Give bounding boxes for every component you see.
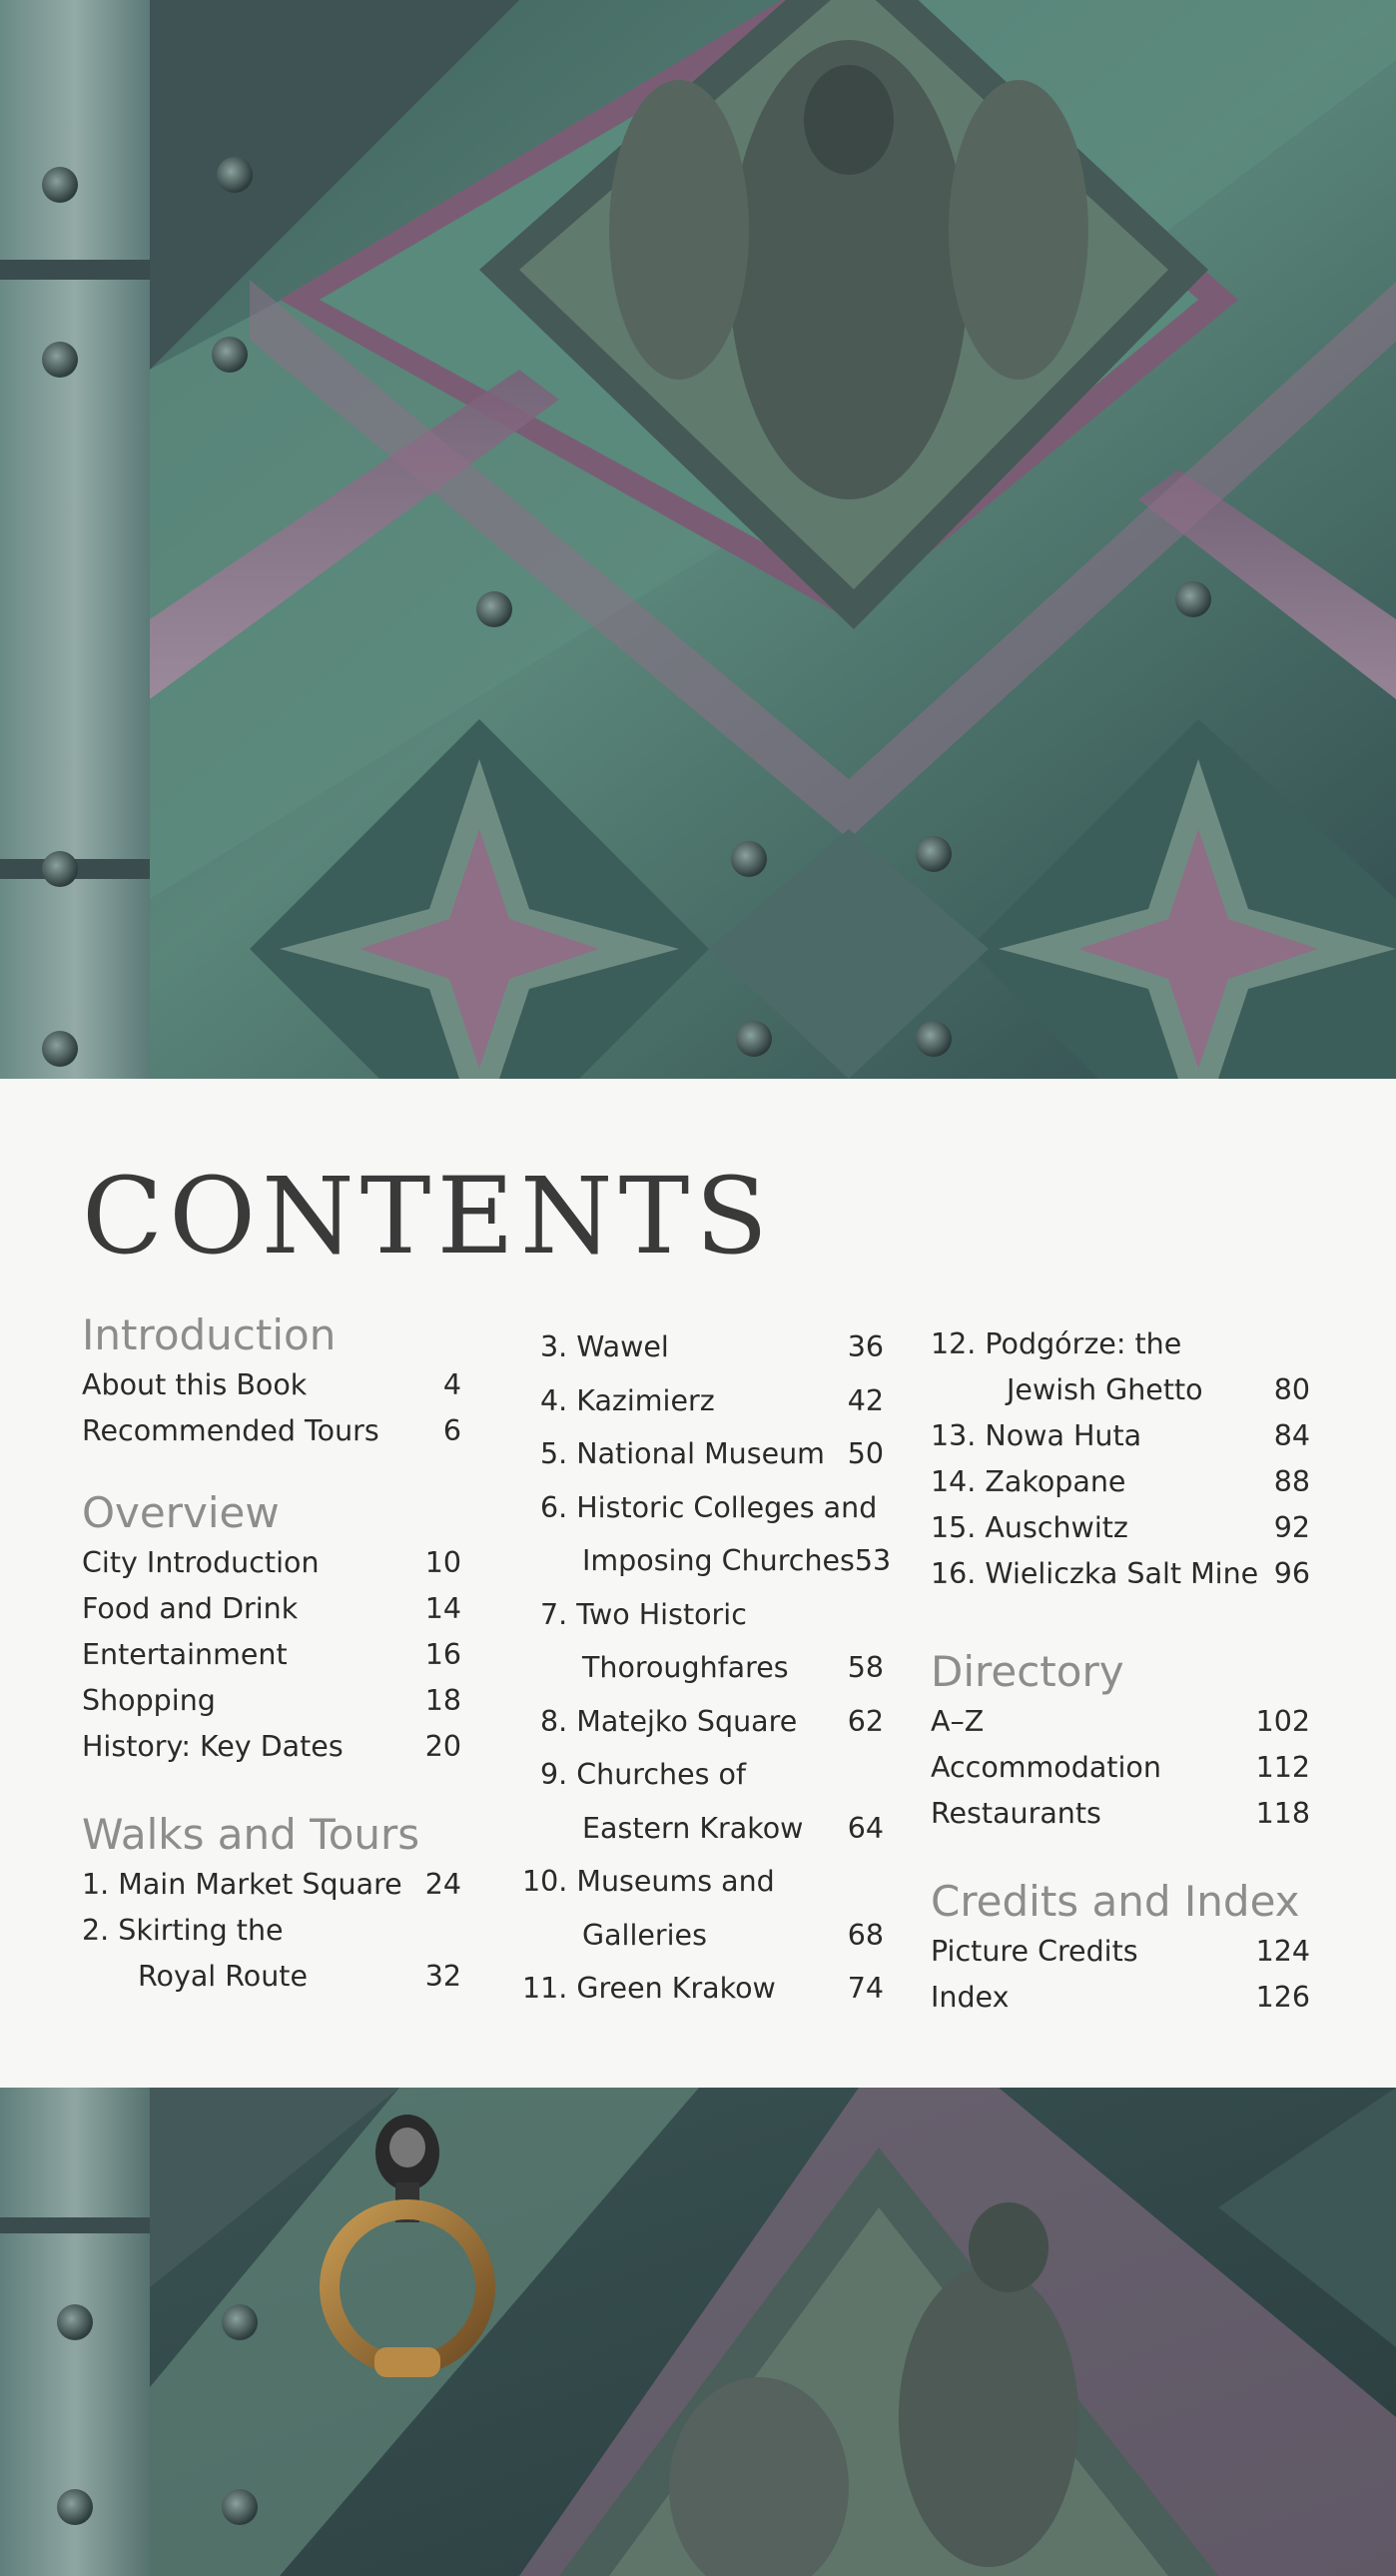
- page-title: CONTENTS: [82, 1155, 774, 1278]
- toc-entry[interactable]: 9. Churches of: [540, 1758, 747, 1791]
- door-relief-photo-bottom: [0, 2088, 1396, 2576]
- toc-entry[interactable]: 16. Wieliczka Salt Mine 96: [931, 1557, 1310, 1590]
- toc-entry-continued[interactable]: Galleries 68: [582, 1918, 884, 1952]
- toc-entry[interactable]: 2. Skirting the: [82, 1914, 284, 1947]
- toc-entry[interactable]: 13. Nowa Huta 84: [931, 1419, 1310, 1452]
- door-relief-photo-top: [0, 0, 1396, 1079]
- contents-column-3: [931, 1321, 1310, 2021]
- section-heading-credits-and-index: Credits and Index: [931, 1877, 1300, 1926]
- toc-entry[interactable]: 1. Main Market Square 24: [82, 1868, 461, 1901]
- toc-entry[interactable]: A–Z 102: [931, 1705, 1310, 1738]
- toc-entry-continued[interactable]: Royal Route 32: [138, 1960, 461, 1993]
- toc-entry[interactable]: 3. Wawel 36: [540, 1330, 884, 1363]
- contents-column-1: [82, 1308, 461, 2000]
- section-heading-walks-and-tours: Walks and Tours: [82, 1810, 420, 1859]
- toc-entry-continued[interactable]: Thoroughfares 58: [582, 1651, 884, 1684]
- section-heading-directory: Directory: [931, 1647, 1124, 1696]
- toc-entry-continued[interactable]: Jewish Ghetto 80: [1007, 1373, 1310, 1406]
- toc-entry[interactable]: 7. Two Historic: [540, 1597, 747, 1631]
- toc-entry[interactable]: Entertainment 16: [82, 1638, 461, 1671]
- toc-entry[interactable]: Picture Credits 124: [931, 1935, 1310, 1968]
- toc-entry[interactable]: 11. Green Krakow 74: [522, 1972, 884, 2005]
- toc-entry[interactable]: 15. Auschwitz 92: [931, 1511, 1310, 1544]
- toc-entry[interactable]: 5. National Museum 50: [540, 1437, 884, 1470]
- toc-entry[interactable]: Shopping 18: [82, 1684, 461, 1717]
- toc-entry[interactable]: City Introduction 10: [82, 1546, 461, 1579]
- toc-entry[interactable]: 10. Museums and: [522, 1865, 775, 1898]
- toc-entry[interactable]: History: Key Dates 20: [82, 1730, 461, 1763]
- section-heading-overview: Overview: [82, 1488, 280, 1537]
- toc-entry[interactable]: Restaurants 118: [931, 1797, 1310, 1830]
- contents-column-2: [504, 1320, 892, 2016]
- toc-entry[interactable]: Index 126: [931, 1981, 1310, 2014]
- toc-entry[interactable]: About this Book 4: [82, 1368, 461, 1401]
- toc-entry[interactable]: 4. Kazimierz 42: [540, 1383, 884, 1417]
- toc-entry-continued[interactable]: Eastern Krakow 64: [582, 1811, 884, 1845]
- toc-entry[interactable]: Accommodation 112: [931, 1751, 1310, 1784]
- section-heading-introduction: Introduction: [82, 1310, 337, 1359]
- toc-entry[interactable]: 12. Podgórze: the: [931, 1327, 1182, 1360]
- toc-entry[interactable]: Recommended Tours 6: [82, 1414, 461, 1447]
- toc-entry[interactable]: 6. Historic Colleges and: [540, 1490, 878, 1524]
- toc-entry-continued[interactable]: Imposing Churches 53: [582, 1544, 892, 1577]
- toc-entry[interactable]: 8. Matejko Square 62: [540, 1704, 884, 1738]
- toc-entry[interactable]: 14. Zakopane 88: [931, 1465, 1310, 1498]
- toc-entry[interactable]: Food and Drink 14: [82, 1592, 461, 1625]
